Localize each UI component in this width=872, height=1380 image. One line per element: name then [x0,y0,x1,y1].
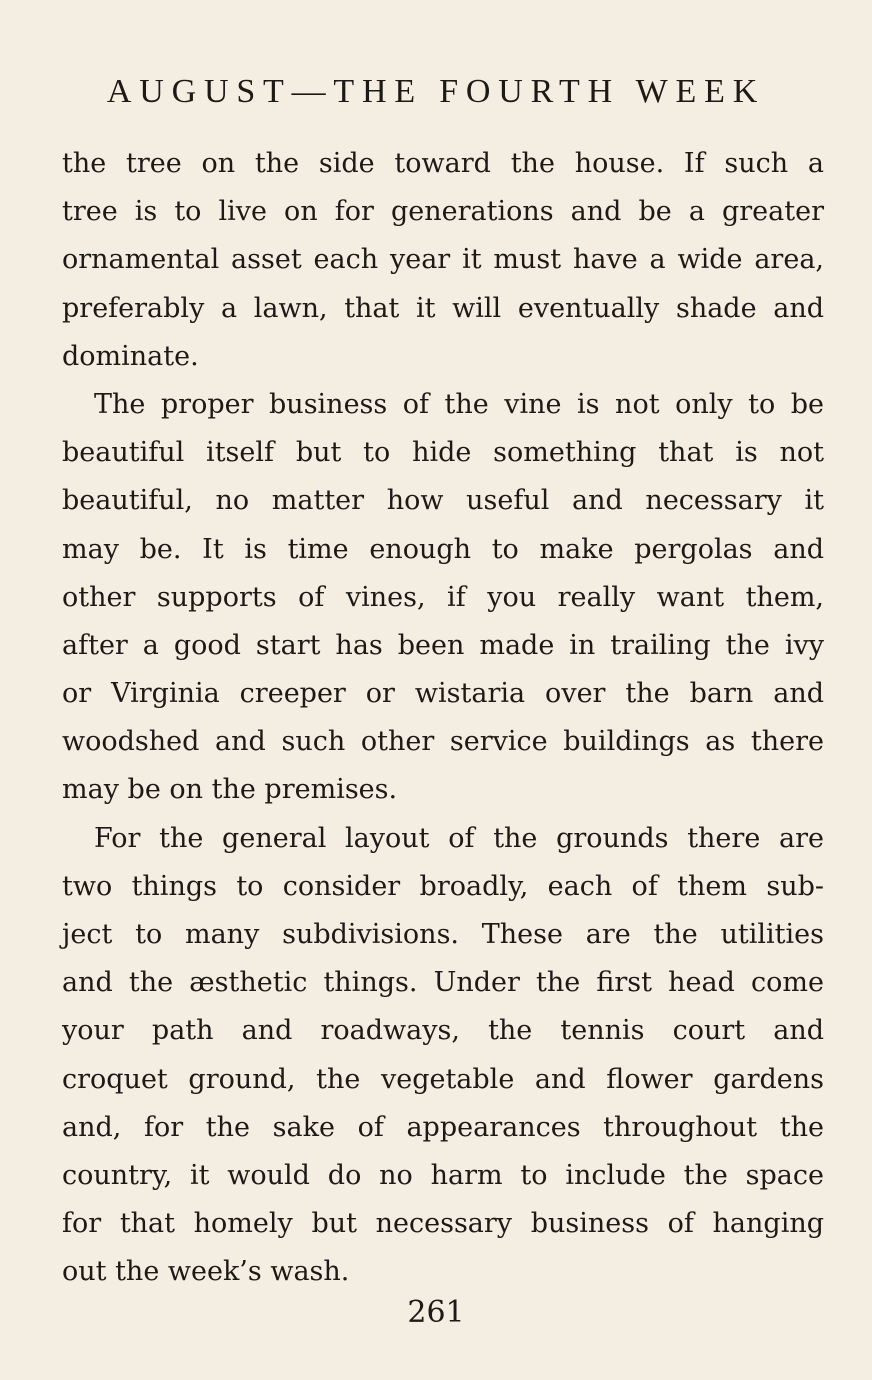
text-line: The proper business of the vine is not only to be [94,388,824,420]
text-line: other supports of vines, if you really want them, [62,581,824,613]
body-text [62,140,824,1297]
text-line: tree is to live on for generations and be a greater [62,196,824,228]
text-line: country, it would do no harm to include the space [62,1159,824,1191]
paragraph [62,815,824,1297]
text-line: the tree on the side toward the house. If such a [62,148,824,179]
paragraph [62,140,824,381]
text-line: for that homely but necessary business of hanging [62,1208,824,1240]
text-line: and the æsthetic things. Under the first head come [62,967,824,999]
text-line: beautiful itself but to hide something that is not [62,437,824,469]
text-line: may be on the premises. [62,774,398,806]
text-line: out the week’s wash. [62,1256,350,1288]
text-line: two things to consider broadly, each of them sub- [62,870,824,902]
text-line: dominate. [62,340,199,372]
text-line: preferably a lawn, that it will eventually shade and [62,292,824,324]
paragraph [62,381,824,815]
text-line: or Virginia creeper or wistaria over the barn and [62,678,824,710]
text-line: croquet ground, the vegetable and flower gardens [62,1063,824,1095]
text-line: ject to many subdivisions. These are the utilities [62,919,824,950]
text-line: and, for the sake of appearances throughout the [62,1111,824,1143]
text-line: beautiful, no matter how useful and necessary it [62,485,824,517]
text-line: For the general layout of the grounds there are [94,822,824,854]
text-line: may be. It is time enough to make pergolas and [62,533,824,565]
text-line: ornamental asset each year it must have a wide area, [62,244,824,276]
text-line: woodshed and such other service buildings as there [62,726,824,758]
text-line: after a good start has been made in trailing the ivy [62,629,824,661]
running-head: AUGUST—THE FOURTH WEEK [106,73,766,110]
page-number: 261 [407,1295,465,1330]
text-line: your path and roadways, the tennis court and [62,1015,824,1047]
